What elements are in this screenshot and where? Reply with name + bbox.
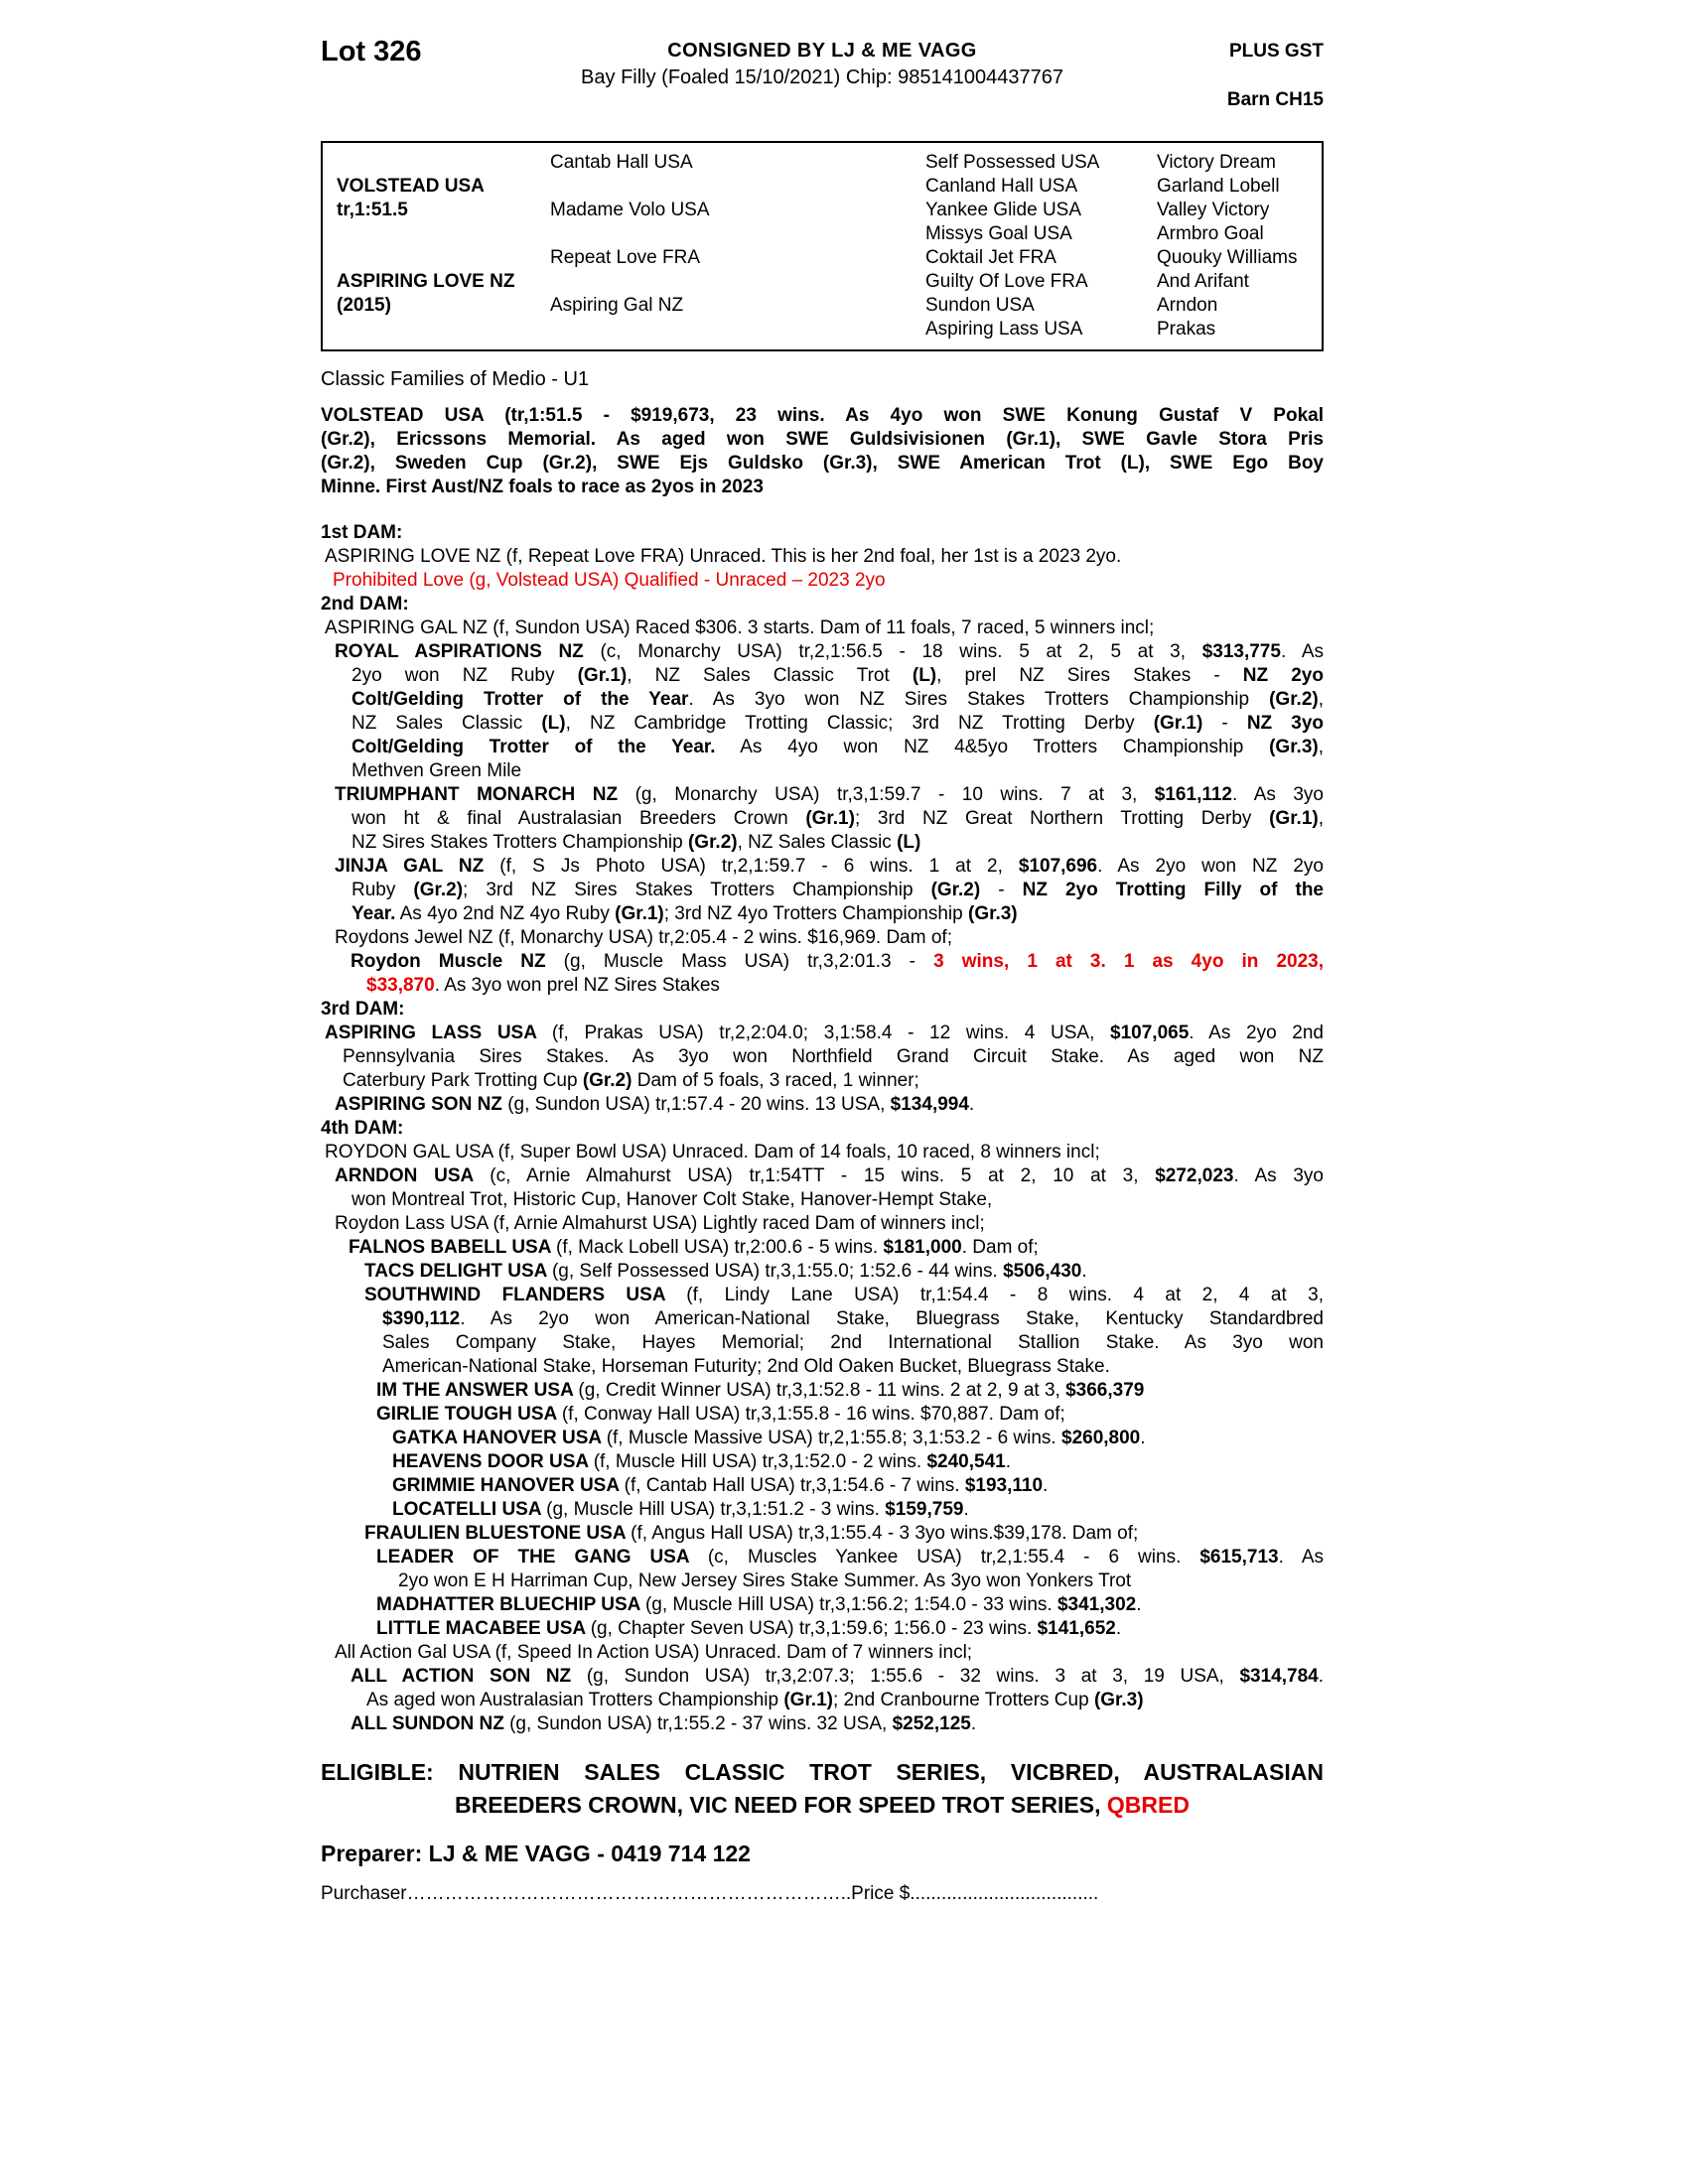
text-segment: $181,000 [883,1237,962,1258]
pedigree-cell: Sundon USA [925,295,1035,316]
pedigree-text-line [321,1403,1324,1427]
text-segment: LEADER OF THE GANG USA [376,1547,708,1568]
text-segment: (g, Sundon USA) tr,3,2:07.3; 1:55.6 - 32 wins. 3 at 3, 19 USA, [586,1666,1240,1687]
text-segment: . [1043,1475,1049,1496]
text-segment: , NZ Sales Classic Trot [627,665,913,686]
pedigree-text-line [321,1141,1324,1164]
pedigree-text-line [321,855,1324,879]
text-segment: ASPIRING SON NZ [335,1094,508,1115]
pedigree-text-line [321,831,1324,855]
text-segment: Roydon Lass USA (f, Arnie Almahurst USA) Lightly raced Dam of winners incl; [335,1213,985,1234]
pedigree-text-line [321,521,1324,545]
text-segment: Pennsylvania Sires Stakes. As 3yo won Northfield Grand Circuit Stake. As aged won NZ [343,1046,1324,1067]
pedigree-cell: Garland Lobell [1157,176,1280,197]
pedigree-text-line [321,712,1324,736]
text-segment: JINJA GAL NZ [335,856,500,877]
text-segment: . As 3yo won NZ Sires Stakes Trotters Championship [688,689,1270,710]
text-segment: 2yo won NZ Ruby [352,665,578,686]
text-segment: , [1318,689,1324,710]
text-segment: (c, Monarchy USA) tr,2,1:56.5 - 18 wins. 5 at 2, 5 at 3, [600,641,1202,662]
pedigree-text-line [321,1236,1324,1260]
pedigree-cell: Armbro Goal [1157,223,1264,244]
pedigree-text-line [321,1474,1324,1498]
text-segment: (Gr.1) [1153,713,1203,734]
pedigree-cell [550,318,925,341]
pedigree-text-line [321,616,1324,640]
text-segment: ASPIRING GAL NZ (f, Sundon USA) Raced $306. 3 starts. Dam of 11 foals, 7 raced, 5 winners incl; [325,617,1155,638]
text-segment: (Gr.2), Sweden Cup (Gr.2), SWE Ejs Guldsko (Gr.3), SWE American Trot (L), SWE Ego Boy [321,453,1324,474]
pedigree-text-line [321,902,1324,926]
text-segment: VOLSTEAD USA (tr,1:51.5 - $919,673, 23 wins. As 4yo won SWE Konung Gustaf V Pokal [321,405,1324,426]
pedigree-text-line [321,807,1324,831]
text-segment: . Dam of; [961,1237,1039,1258]
pedigree-text-line [321,950,1324,974]
text-segment: 2nd DAM: [321,594,409,614]
text-segment: $272,023 [1155,1165,1234,1186]
text-segment: $193,110 [964,1475,1044,1496]
text-segment: ROYDON GAL USA (f, Super Bowl USA) Unraced. Dam of 14 foals, 10 raced, 8 winners incl; [325,1142,1100,1162]
text-segment: . [963,1499,969,1520]
text-segment: $314,784 [1239,1666,1319,1687]
pedigree-text-line [321,1427,1324,1450]
text-segment: TACS DELIGHT USA [364,1261,552,1282]
pedigree-cell: Missys Goal USA [925,223,1072,244]
text-segment: 4th DAM: [321,1118,404,1139]
pedigree-cell: (2015) [337,295,391,316]
text-segment: Year. [352,903,396,924]
text-segment: Methven Green Mile [352,760,522,781]
pedigree-cell [550,270,925,294]
text-segment: (Gr.2) [582,1070,633,1091]
pedigree-cell: Aspiring Lass USA [925,319,1083,340]
pedigree-text-line [321,1450,1324,1474]
lot-number: Lot 326 [321,36,422,68]
text-segment: won Montreal Trot, Historic Cup, Hanover Colt Stake, Hanover-Hempt Stake, [352,1189,993,1210]
pedigree-text-line [321,593,1324,616]
pedigree-text-line [321,664,1324,688]
text-segment: Roydons Jewel NZ (f, Monarchy USA) tr,2:05.4 - 2 wins. $16,969. Dam of; [335,927,952,948]
text-segment: ; 3rd NZ Sires Stakes Trotters Championship [463,880,931,900]
text-segment: (g, Sundon USA) tr,1:57.4 - 20 wins. 13 USA, [507,1094,891,1115]
text-segment: (Gr.1) [805,808,855,829]
text-segment: . As 3yo [1233,1165,1324,1186]
pedigree-text-line [321,1641,1324,1665]
text-segment: $107,065 [1110,1023,1190,1043]
pedigree-text-line [321,1331,1324,1355]
barn-number: Barn CH15 [1226,89,1324,110]
text-segment: . [1140,1428,1146,1448]
pedigree-text-line [321,1069,1324,1093]
pedigree-text-line [321,1522,1324,1546]
purchaser-price-line: Purchaser……………………………………………………………..Price $.................................... [321,1883,1099,1904]
text-segment: . [1005,1451,1011,1472]
pedigree-cell: tr,1:51.5 [337,200,408,220]
pedigree-column-col4 [1157,151,1322,341]
text-segment: $615,713 [1199,1547,1279,1568]
text-segment: All Action Gal USA (f, Speed In Action USA) Unraced. Dam of 7 winners incl; [335,1642,973,1663]
pedigree-column-col1 [337,151,550,341]
pedigree-cell: ASPIRING LOVE NZ [337,271,515,292]
text-segment: Dam of 5 foals, 3 raced, 1 winner; [632,1070,919,1091]
text-segment: . [1136,1594,1142,1615]
text-segment: $134,994 [890,1094,969,1115]
text-segment: FRAULIEN BLUESTONE USA [364,1523,632,1544]
text-segment: $260,800 [1061,1428,1141,1448]
text-segment: ARNDON USA [335,1165,491,1186]
text-segment: (L) [912,665,937,686]
text-segment: SOUTHWIND FLANDERS USA [364,1285,687,1305]
text-segment: . [1318,1666,1325,1687]
text-segment: $252,125 [892,1713,971,1734]
text-segment: (f, Muscle Hill USA) tr,3,1:52.0 - 2 wins. [593,1451,927,1472]
text-segment: (g, Muscle Mass USA) tr,3,2:01.3 - [563,951,934,972]
pedigree-column-col3 [925,151,1157,341]
pedigree-text-line [321,783,1324,807]
pedigree-cell: Prakas [1157,319,1216,340]
pedigree-cell: Guilty Of Love FRA [925,271,1088,292]
text-segment: - [1202,713,1247,734]
text-segment: (f, Lindy Lane USA) tr,1:54.4 - 8 wins. 4 at 2, 4 at 3, [686,1285,1325,1305]
text-segment: ALL ACTION SON NZ [351,1666,587,1687]
pedigree-text-line [321,1045,1324,1069]
pedigree-text-line [321,1164,1324,1188]
family-note: Classic Families of Medio - U1 [321,368,590,390]
text-segment: . As 3yo [1232,784,1324,805]
pedigree-text-line [321,1379,1324,1403]
pedigree-text-line [321,1665,1324,1689]
text-segment: (f, Muscle Massive USA) tr,2,1:55.8; 3,1:53.2 - 6 wins. [606,1428,1061,1448]
text-segment: - [980,880,1023,900]
pedigree-text-line [321,1307,1324,1331]
text-segment: LITTLE MACABEE USA [376,1618,591,1639]
text-segment: (Gr.2) [413,880,464,900]
pedigree-text-line [321,1022,1324,1045]
pedigree-text-line [321,879,1324,902]
pedigree-text-line [321,974,1324,998]
text-segment: (g, Credit Winner USA) tr,3,1:52.8 - 11 wins. 2 at 2, 9 at 3, [578,1380,1066,1401]
text-segment: Colt/Gelding Trotter of the Year [352,689,689,710]
text-segment: . As 2yo won American-National Stake, Bluegrass Stake, Kentucky Standardbred [460,1308,1324,1329]
page-header [321,36,1324,111]
pedigree-cell [550,222,925,246]
text-segment: (c, Muscles Yankee USA) tr,2,1:55.4 - 6 wins. [707,1547,1200,1568]
text-segment: ; 3rd NZ Great Northern Trotting Derby [854,808,1270,829]
text-segment: GATKA HANOVER USA [392,1428,607,1448]
pedigree-cell: Quouky Williams [1157,247,1298,268]
text-segment: $33,870 [366,975,435,996]
text-segment: Roydon Muscle NZ [351,951,564,972]
pedigree-text-line [321,688,1324,712]
text-segment: (c, Arnie Almahurst USA) tr,1:54TT - 15 wins. 5 at 2, 10 at 3, [490,1165,1156,1186]
pedigree-text-line [321,1712,1324,1736]
text-segment: (g, Muscle Hill USA) tr,3,1:56.2; 1:54.0 - 33 wins. [644,1594,1057,1615]
text-segment: ASPIRING LOVE NZ (f, Repeat Love FRA) Unraced. This is her 2nd foal, her 1st is a 2023 2yo. [325,546,1122,567]
text-segment: $506,430 [1003,1261,1082,1282]
text-segment: ASPIRING LASS USA [325,1023,552,1043]
text-segment: (f, S Js Photo USA) tr,2,1:59.7 - 6 wins. 1 at 2, [499,856,1019,877]
pedigree-cell: Canland Hall USA [925,176,1078,197]
text-segment: . As [1278,1547,1324,1568]
pedigree-cell: Aspiring Gal NZ [550,295,684,316]
pedigree-text-line [321,759,1324,783]
pedigree-cell [337,151,550,175]
text-segment: (Gr.3) [968,903,1018,924]
pedigree-text-line [321,926,1324,950]
pedigree-text-line [321,404,1324,428]
pedigree-text-line [321,1093,1324,1117]
text-segment: NZ Sires Stakes Trotters Championship [352,832,688,853]
text-segment: (f, Conway Hall USA) tr,3,1:55.8 - 16 wins. $70,887. Dam of; [561,1404,1065,1425]
text-segment: 1st DAM: [321,522,403,543]
text-segment: (g, Muscle Hill USA) tr,3,1:51.2 - 3 wins. [546,1499,886,1520]
text-segment: (Gr.2) [687,832,738,853]
text-segment: (g, Monarchy USA) tr,3,1:59.7 - 10 wins. 7 at 3, [634,784,1155,805]
text-segment: (f, Angus Hall USA) tr,3,1:55.4 - 3 3yo wins.$39,178. Dam of; [631,1523,1139,1544]
text-segment: MADHATTER BLUECHIP USA [376,1594,645,1615]
text-segment: . As 2yo 2nd [1189,1023,1324,1043]
pedigree-text-line [321,1593,1324,1617]
text-segment: As 4yo won NZ 4&5yo Trotters Championship [715,737,1270,757]
text-segment: NZ 2yo [1242,665,1324,686]
text-segment: . As 3yo won prel NZ Sires Stakes [434,975,720,996]
text-segment: (Gr.3) [1093,1690,1144,1710]
pedigree-cell: Victory Dream [1157,152,1277,173]
text-segment: (Gr.1) [615,903,664,924]
text-segment: (Gr.2) [930,880,981,900]
pedigree-text-line [321,545,1324,569]
pedigree-text-line [321,640,1324,664]
text-segment: $161,112 [1154,784,1232,805]
text-segment: (g, Self Possessed USA) tr,3,1:55.0; 1:52.6 - 44 wins. [551,1261,1004,1282]
text-segment: Minne. First Aust/NZ foals to race as 2yos in 2023 [321,477,764,497]
text-segment: HEAVENS DOOR USA [392,1451,594,1472]
pedigree-cell: Valley Victory [1157,200,1270,220]
text-segment: (Gr.3) [1269,737,1319,757]
text-segment: ; 3rd NZ 4yo Trotters Championship [663,903,968,924]
text-segment: American-National Stake, Horseman Futurity; 2nd Old Oaken Bucket, Bluegrass Stake. [382,1356,1110,1377]
text-segment: . [970,1713,977,1734]
text-segment: Ruby [352,880,414,900]
text-segment: ALL SUNDON NZ [351,1713,510,1734]
pedigree-text-line [321,452,1324,476]
text-segment: $107,696 [1018,856,1098,877]
eligibility-line-2 [321,1789,1324,1822]
text-segment: ROYAL ASPIRATIONS NZ [335,641,601,662]
header-center [569,36,1075,89]
text-segment: As aged won Australasian Trotters Championship [366,1690,784,1710]
pedigree-text-line [321,1617,1324,1641]
text-segment: $341,302 [1056,1594,1137,1615]
pedigree-text-line [321,1689,1324,1712]
pedigree-cell: Self Possessed USA [925,152,1100,173]
pedigree-cell: Yankee Glide USA [925,200,1082,220]
text-segment: As 4yo 2nd NZ 4yo Ruby [395,903,616,924]
eligibility-block [321,1756,1324,1822]
consignor-line: CONSIGNED BY LJ & ME VAGG [667,40,977,62]
text-segment: ; 2nd Cranbourne Trotters Cup [832,1690,1094,1710]
text-segment: (L) [897,832,921,853]
text-segment: . [968,1094,975,1115]
text-segment: $313,775 [1201,641,1281,662]
text-segment: GIRLIE TOUGH USA [376,1404,562,1425]
pedigree-text-line [321,428,1324,452]
pedigree-cell: Repeat Love FRA [550,247,701,268]
text-segment: (Gr.1) [1269,808,1319,829]
pedigree-text-line [321,1570,1324,1593]
text-segment: . [1081,1261,1087,1282]
pedigree-text-line [321,1188,1324,1212]
text-segment: NZ 2yo Trotting Filly of the [1022,880,1324,900]
pedigree-text-line [321,1498,1324,1522]
preparer-line: Preparer: LJ & ME VAGG - 0419 714 122 [321,1841,751,1866]
text-segment: (g, Sundon USA) tr,1:55.2 - 37 wins. 32 USA, [509,1713,893,1734]
text-segment: , [1318,808,1324,829]
text-segment: Colt/Gelding Trotter of the Year. [352,737,716,757]
pedigree-text-line [321,736,1324,759]
text-segment: Prohibited Love (g, Volstead USA) Qualified - Unraced – 2023 2yo [333,570,886,591]
text-segment: $390,112 [382,1308,461,1329]
pedigree-cell [337,222,550,246]
page-content [321,36,1324,1905]
pedigree-cell: And Arifant [1157,271,1249,292]
text-segment: $141,652 [1037,1618,1116,1639]
qbred-flag: QBRED [1106,1792,1190,1818]
text-segment: GRIMMIE HANOVER USA [392,1475,625,1496]
pedigree-text-line [321,1260,1324,1284]
text-segment: $240,541 [926,1451,1006,1472]
text-segment: (Gr.1) [783,1690,833,1710]
text-segment: NZ Sales Classic [352,713,542,734]
pedigree-text-line [321,569,1324,593]
text-segment: LOCATELLI USA [392,1499,547,1520]
horse-description: Bay Filly (Foaled 15/10/2021) Chip: 985141004437767 [581,67,1063,88]
text-segment: (L) [541,713,566,734]
text-segment: Sales Company Stake, Hayes Memorial; 2nd International Stallion Stake. As 3yo won [382,1332,1324,1353]
eligibility-line-2-text: BREEDERS CROWN, VIC NEED FOR SPEED TROT SERIES, [455,1792,1107,1818]
text-segment: . As 2yo won NZ 2yo [1097,856,1325,877]
pedigree-cell [337,318,550,341]
text-segment: (Gr.2), Ericssons Memorial. As aged won SWE Guldsivisionen (Gr.1), SWE Gavle Stora Pris [321,429,1324,450]
text-segment: (f, Prakas USA) tr,2,2:04.0; 3,1:58.4 - 12 wins. 4 USA, [551,1023,1111,1043]
text-segment: 3rd DAM: [321,999,405,1020]
text-segment: (Gr.2) [1269,689,1319,710]
text-segment: Caterbury Park Trotting Cup [343,1070,583,1091]
pedigree-text-line [321,476,1324,499]
text-segment: , NZ Sales Classic [737,832,898,853]
pedigree-details [321,404,1324,1736]
pedigree-text-line [321,1212,1324,1236]
text-segment: TRIUMPHANT MONARCH NZ [335,784,635,805]
text-segment: (f, Cantab Hall USA) tr,3,1:54.6 - 7 wins. [624,1475,965,1496]
pedigree-cell: VOLSTEAD USA [337,176,485,197]
text-segment: NZ 3yo [1246,713,1324,734]
text-segment: IM THE ANSWER USA [376,1380,579,1401]
text-segment: . As [1280,641,1324,662]
text-segment: . [1115,1618,1122,1639]
pedigree-table [321,141,1324,351]
pedigree-column-col2 [550,151,925,341]
pedigree-text-line [321,1546,1324,1570]
pedigree-cell: Coktail Jet FRA [925,247,1056,268]
header-right [1075,36,1324,111]
text-segment: (f, Mack Lobell USA) tr,2:00.6 - 5 wins. [556,1237,884,1258]
pedigree-text-line [321,1355,1324,1379]
text-segment: , NZ Cambridge Trotting Classic; 3rd NZ Trotting Derby [565,713,1154,734]
text-segment: (g, Chapter Seven USA) tr,3,1:59.6; 1:56.0 - 23 wins. [590,1618,1038,1639]
pedigree-cell: Cantab Hall USA [550,152,693,173]
gst-note: PLUS GST [1228,41,1324,62]
pedigree-text-line [321,998,1324,1022]
text-segment: , prel NZ Sires Stakes - [936,665,1243,686]
eligibility-line-1: ELIGIBLE: NUTRIEN SALES CLASSIC TROT SERIES, VICBRED, AUSTRALASIAN [321,1759,1324,1785]
text-segment: won ht & final Australasian Breeders Crown [352,808,806,829]
pedigree-text-line [321,1284,1324,1307]
text-segment: $159,759 [885,1499,964,1520]
text-segment: FALNOS BABELL USA [349,1237,557,1258]
text-segment: $366,379 [1065,1380,1145,1401]
pedigree-text-line [321,1117,1324,1141]
text-segment: , [1318,737,1324,757]
pedigree-cell [337,246,550,270]
text-segment: 2yo won E H Harriman Cup, New Jersey Sires Stake Summer. As 3yo won Yonkers Trot [398,1570,1132,1591]
pedigree-cell: Arndon [1157,295,1218,316]
pedigree-cell: Madame Volo USA [550,200,710,220]
pedigree-cell [550,175,925,199]
text-segment: (Gr.1) [577,665,628,686]
text-segment: 3 wins, 1 at 3. 1 as 4yo in 2023, [933,951,1324,972]
